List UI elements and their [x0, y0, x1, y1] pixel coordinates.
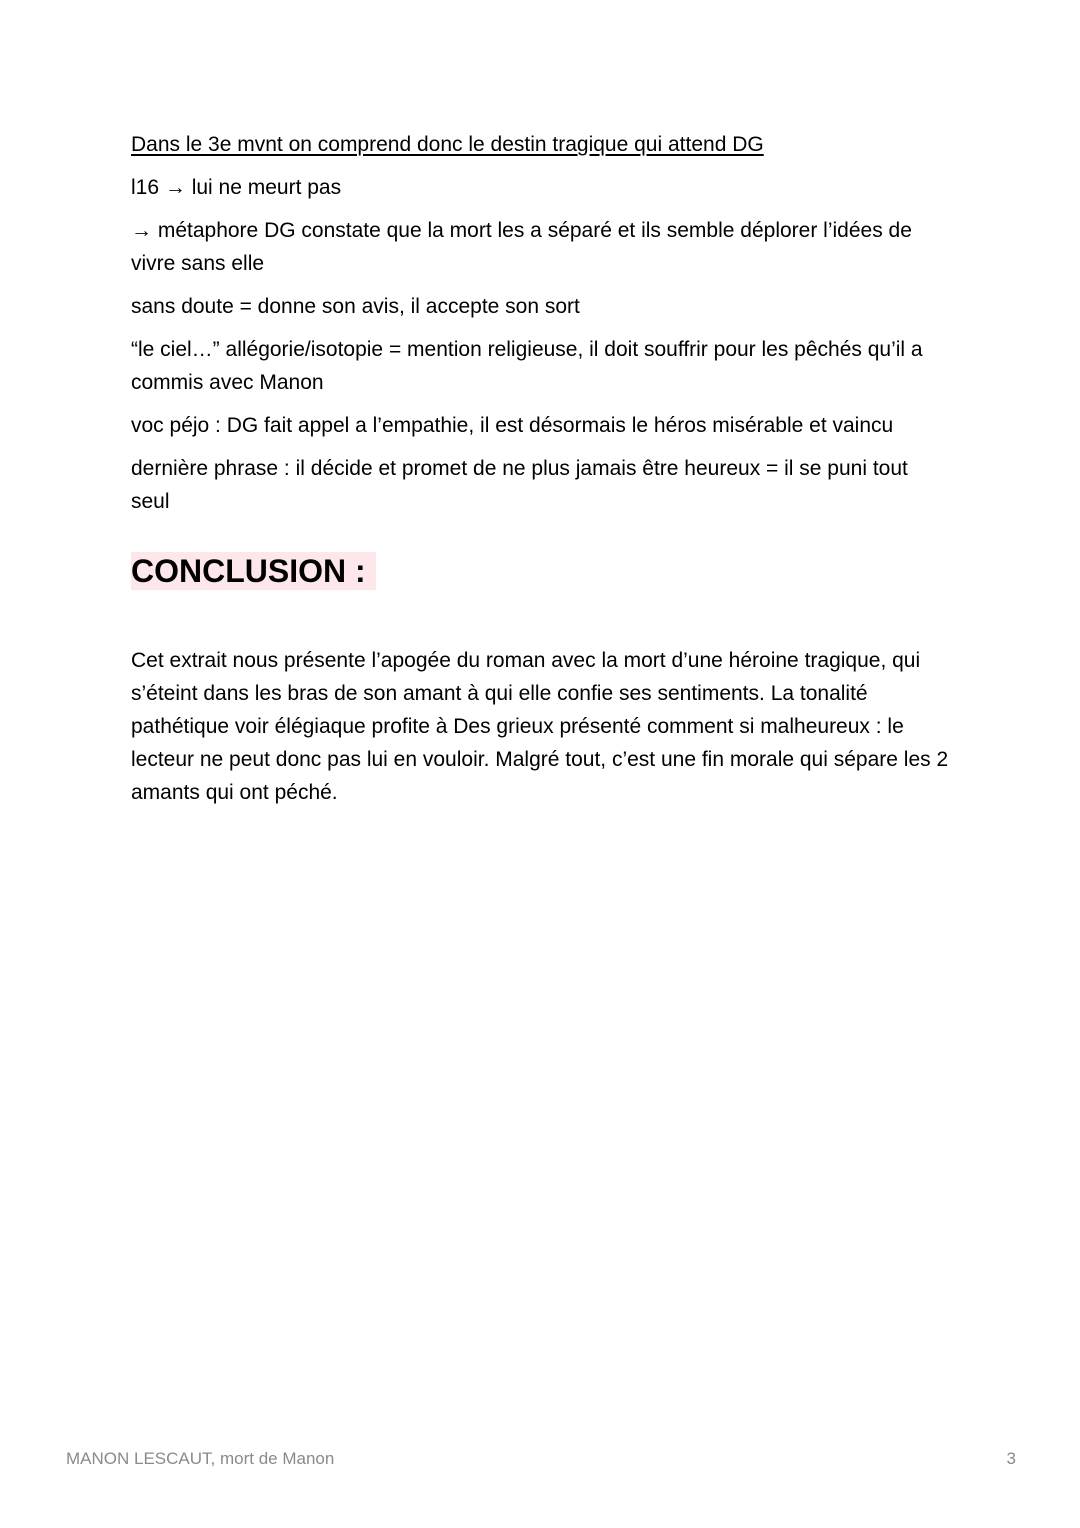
body-line-5: voc péjo : DG fait appel a l’empathie, il est désormais le héros misérable et vaincu: [131, 414, 894, 437]
body-line-3: sans doute = donne son avis, il accepte son sort: [131, 295, 580, 318]
conclusion-text: Cet extrait nous présente l’apogée du roman avec la mort d’une héroine tragique, qui s’éteint dans les bras de son amant à qui elle confie ses sentiments. La tonalité pathétique voir élégiaque profite à Des grieux présenté comment si malheureux : le lecteur ne peut donc pas lui en vouloir. Malgré tout, c’est une fin morale qui sépare les 2 amants qui ont péché.: [131, 649, 949, 804]
body-line-4: “le ciel…” allégorie/isotopie = mention religieuse, il doit souffrir pour les pêchés qu’il a commis avec Manon: [131, 338, 923, 394]
page-number: 3: [1006, 1449, 1016, 1468]
body-line-2: → métaphore DG constate que la mort les a séparé et ils semble déplorer l’idées de vivre sans elle: [131, 219, 912, 275]
footer-title: MANON LESCAUT, mort de Manon: [66, 1449, 335, 1468]
conclusion-heading: CONCLUSION :: [131, 552, 376, 590]
body-line-6: dernière phrase : il décide et promet de ne plus jamais être heureux = il se puni tout seul: [131, 457, 908, 513]
document-body: [131, 128, 951, 809]
body-line-1: l16 → lui ne meurt pas: [131, 176, 342, 199]
section-title: Dans le 3e mvnt on comprend donc le destin tragique qui attend DG: [131, 133, 764, 156]
conclusion-heading-wrap: [131, 552, 951, 590]
